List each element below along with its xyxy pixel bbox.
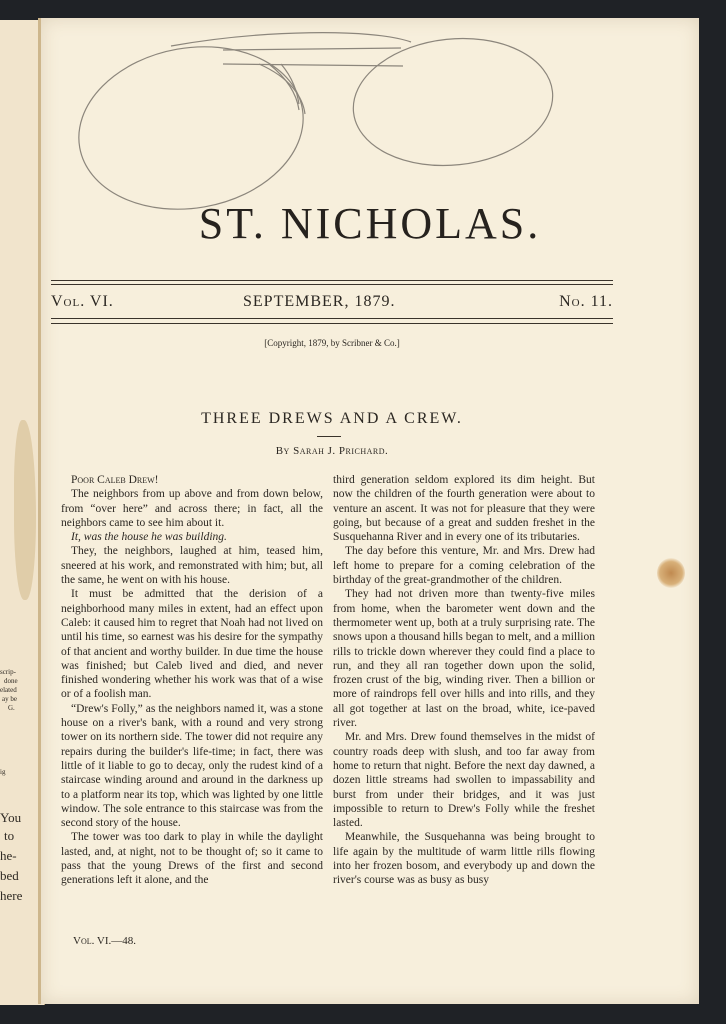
- paragraph: Meanwhile, the Susquehanna was being brought to life again by the multitude of warm little rills flowing into her frozen bosom, and everybody up and down the river's course was as busy as busy: [333, 831, 595, 887]
- header-rule: [51, 318, 613, 319]
- paragraph: Poor Caleb Drew!: [71, 474, 159, 486]
- copyright-notice: [Copyright, 1879, by Scribner & Co.]: [264, 338, 400, 348]
- header-rule: [51, 280, 613, 281]
- issue-date: SEPTEMBER, 1879.: [243, 293, 396, 310]
- header-rule: [51, 323, 613, 324]
- paper-stain: [657, 558, 685, 588]
- page-signature: Vol. VI.—48.: [73, 935, 137, 947]
- facing-page-fragment: ay be: [2, 695, 17, 703]
- facing-page-fragment: scrip-: [0, 668, 16, 676]
- volume-label: Vol. VI.: [51, 293, 114, 310]
- facing-page-fragment: here: [0, 888, 23, 903]
- paragraph: “Drew's Folly,” as the neighbors named it, was a stone house on a river's bank, with a round and very strong tower on its northern side. The tower did not require any repairs during the builder's life-time; in fact, there was little of it liable to go to decay, only the rudest kind of a staircase winding around and around in the darkness up to a platform near its top, which was lighted by one little window. The sole entrance to this staircase was from the second story of the house.: [61, 702, 323, 830]
- issue-number: No. 11.: [559, 293, 613, 310]
- article-column-left: [61, 473, 323, 943]
- facing-page-fragment: to: [4, 828, 15, 843]
- paragraph: third generation seldom explored its dim height. But now the children of the fourth generation were about to venture an ascent. It was not for pleasure that they were going, but because of a great and sudden freshet in the Susquehanna River and in every one of its tributaries.: [333, 474, 595, 544]
- paper-tear: [14, 420, 36, 600]
- paragraph: It, was the house he was building.: [71, 531, 227, 544]
- facing-page-fragment: bed: [0, 868, 19, 883]
- magazine-page: [38, 18, 699, 1004]
- paragraph: Mr. and Mrs. Drew found themselves in the midst of country roads deep with slush, and too far away from home to return that night. Before the next day dawned, a dozen little streams had swollen to impassability and burst from under their bridges, and it was just impossible to return to Drew's Folly while the freshet lasted.: [333, 731, 595, 830]
- paragraph: It must be admitted that the derision of a neighborhood many miles in extent, had an effect upon Caleb: it caused him to regret that Noah had not lived on until his time, so earnest was his desire for the sympathy of that ancient and worthy builder. In due time the house was finished; but Caleb lived and died, and never finished wondering whether his work was that of a wise or of a foolish man.: [61, 588, 323, 701]
- paragraph: They, the neighbors, laughed at him, teased him, sneered at his work, and remonstrated with him; but, all the same, he went on with his house.: [61, 545, 323, 587]
- paragraph: The day before this venture, Mr. and Mrs. Drew had left home to prepare for a coming celebration of the birthday of the great-grandmother of the children.: [333, 545, 595, 587]
- facing-page-fragment: he-: [0, 848, 17, 863]
- paragraph: They had not driven more than twenty-five miles from home, when the barometer went down and the thermometer went up, both at a truly surprising rate. The snows upon a thousand hills began to melt, and a million rills to trickle down wherever they could find a place to run, and they all ran together down upon the solid, frozen crust of the big, winding river. Then a billion or more of raindrops fell over hills and into rills, and they all got together at last on the broad, white, ice-paved river.: [333, 588, 595, 730]
- facing-page-fragment: elated: [0, 686, 17, 694]
- title-dash: [317, 436, 341, 437]
- article-title: THREE DREWS AND A CREW.: [201, 410, 463, 427]
- paragraph: The tower was too dark to play in while the daylight lasted, and, at night, not to be thought of; so it came to pass that the young Drews of the first and second generations left it alone, and the: [61, 831, 323, 887]
- masthead-title: ST. NICHOLAS.: [198, 199, 542, 248]
- facing-page-fragment: ig: [0, 768, 6, 776]
- facing-page-fragment: You: [0, 810, 22, 825]
- paragraph: The neighbors from up above and from down below, from “over here” and across there; in fact, all the neighbors came to see him about it.: [61, 488, 323, 529]
- article-byline: By Sarah J. Prichard.: [275, 445, 389, 457]
- header-rule: [51, 284, 613, 285]
- facing-page-fragment: done: [4, 677, 18, 685]
- facing-page-fragment: G.: [8, 704, 15, 712]
- article-column-right: [333, 473, 595, 943]
